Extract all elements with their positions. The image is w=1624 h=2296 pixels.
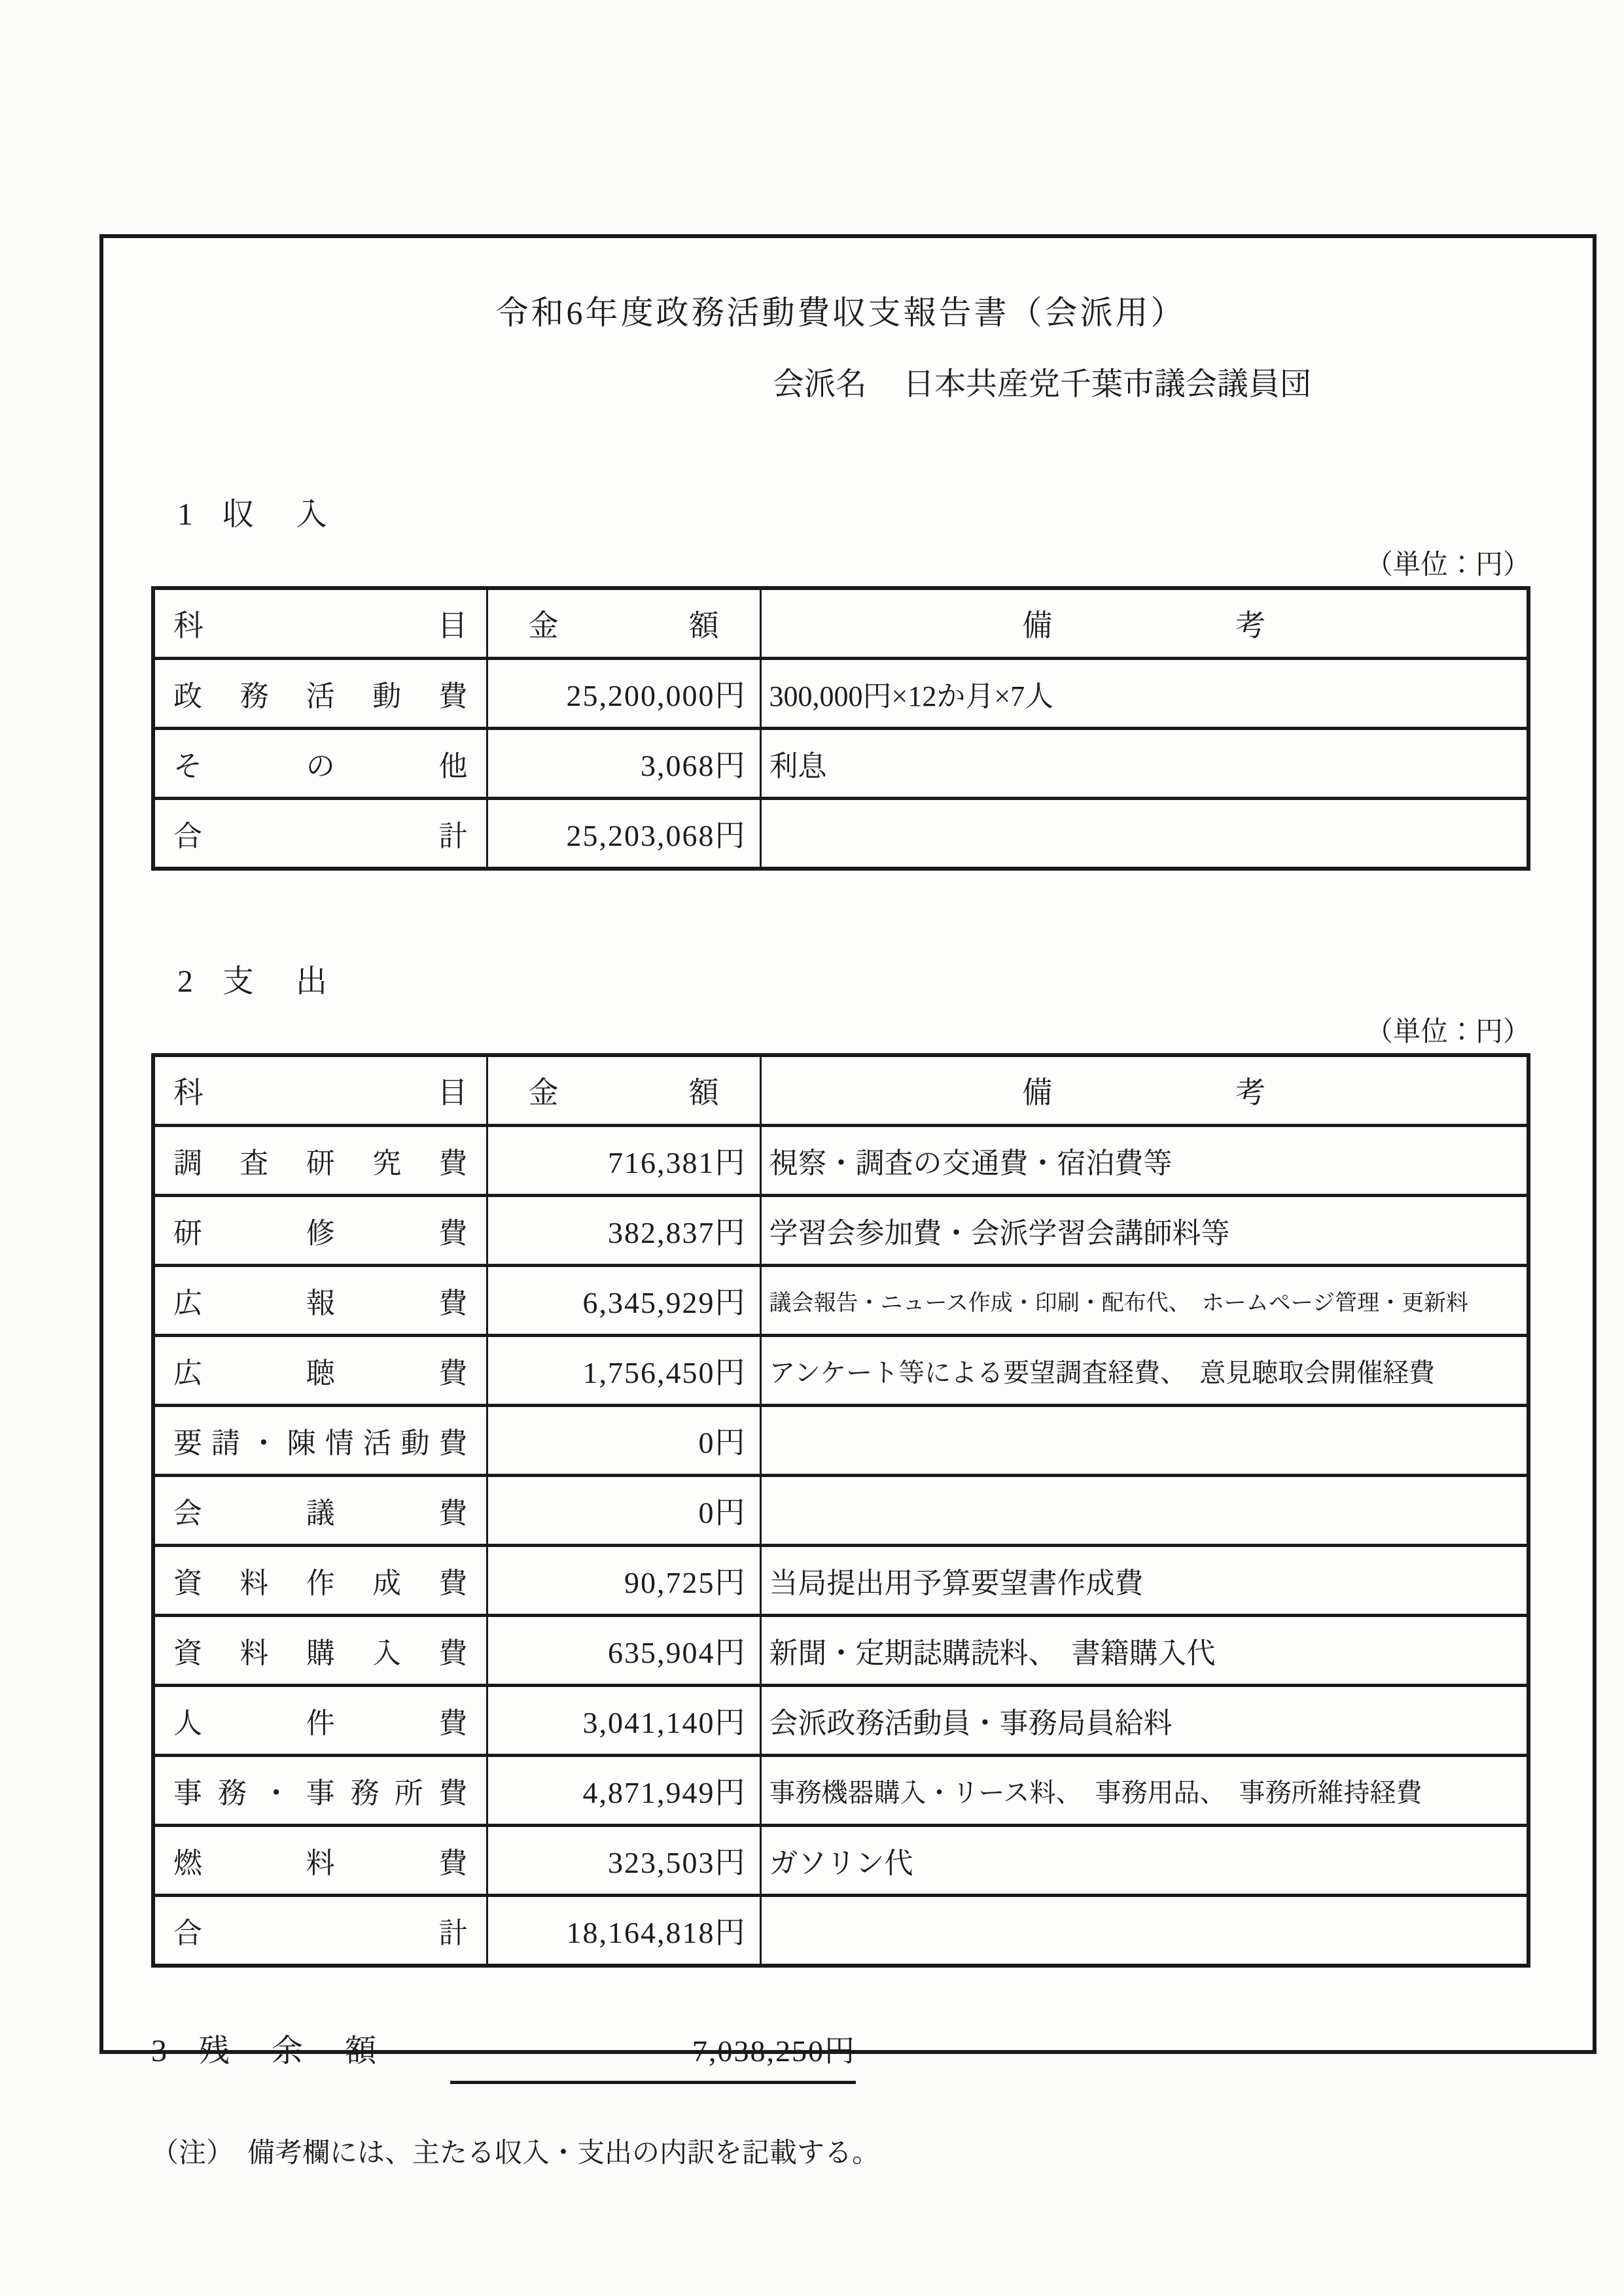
expense-row xyxy=(153,1686,1528,1756)
expense-section-number: 2 xyxy=(177,964,193,999)
income-table xyxy=(151,586,1530,871)
expense-header-amount: 金 額 xyxy=(528,1076,719,1109)
expense-row xyxy=(153,1826,1528,1896)
expense-item: 合 計 xyxy=(173,1917,468,1949)
expense-item: 会 議 費 xyxy=(173,1497,468,1529)
faction-label: 会派名 xyxy=(772,367,867,402)
income-item: 合 計 xyxy=(173,820,468,852)
expense-remarks: 会派政務活動員・事務局員給料 xyxy=(760,1686,1528,1756)
expense-remarks xyxy=(760,1476,1528,1546)
report-sheet xyxy=(99,234,1597,2168)
expense-remarks xyxy=(760,1896,1528,1966)
expense-item: 資 料 作 成 費 xyxy=(173,1567,468,1599)
income-item: そ の 他 xyxy=(173,750,468,782)
income-amount: 25,200,000円 xyxy=(487,659,760,729)
income-section-number: 1 xyxy=(177,497,193,532)
expense-row xyxy=(153,1406,1528,1476)
expense-item: 燃 料 費 xyxy=(173,1847,468,1879)
expense-amount: 382,837円 xyxy=(487,1196,760,1266)
expense-row xyxy=(153,1266,1528,1336)
expense-row xyxy=(153,1126,1528,1196)
expense-row xyxy=(153,1756,1528,1826)
expense-remarks: 議会報告・ニュース作成・印刷・配布代、 ホームページ管理・更新料 xyxy=(760,1266,1528,1336)
footnote: （注） 備考欄には、主たる収入・支出の内訳を記載する。 xyxy=(151,2138,880,2168)
expense-amount: 0円 xyxy=(487,1406,760,1476)
income-remarks: 利息 xyxy=(760,729,1528,799)
expense-header-row xyxy=(153,1055,1528,1126)
expense-row xyxy=(153,1476,1528,1546)
expense-remarks: 学習会参加費・会派学習会講師料等 xyxy=(760,1196,1528,1266)
expense-amount: 716,381円 xyxy=(487,1126,760,1196)
income-amount: 25,203,068円 xyxy=(487,799,760,869)
balance-amount: 7,038,250円 xyxy=(450,2027,856,2084)
expense-remarks: アンケート等による要望調査経費、 意見聴取会開催経費 xyxy=(760,1336,1528,1406)
expense-item: 人 件 費 xyxy=(173,1707,468,1739)
expense-row xyxy=(153,1616,1528,1686)
expense-section-title: 支 出 xyxy=(222,964,333,999)
expense-header-item: 科 目 xyxy=(173,1076,468,1109)
income-row xyxy=(153,729,1528,799)
expense-amount: 90,725円 xyxy=(487,1546,760,1616)
expense-row xyxy=(153,1336,1528,1406)
expense-item: 広 報 費 xyxy=(173,1287,468,1319)
expense-table xyxy=(151,1053,1530,1968)
expense-header-remarks: 備 考 xyxy=(1022,1076,1266,1109)
expense-amount: 635,904円 xyxy=(487,1616,760,1686)
income-remarks: 300,000円×12か月×7人 xyxy=(760,659,1528,729)
expense-item: 資 料 購 入 費 xyxy=(173,1637,468,1669)
income-section-title: 収 入 xyxy=(222,497,333,532)
report-title: 令和6年度政務活動費収支報告書（会派用） xyxy=(495,294,1186,331)
expense-row xyxy=(153,1546,1528,1616)
expense-amount: 4,871,949円 xyxy=(487,1756,760,1826)
faction-line xyxy=(151,358,1530,404)
expense-item: 事 務 ・ 事 務 所 費 xyxy=(173,1777,468,1809)
expense-item: 要 請 ・ 陳 情 活 動 費 xyxy=(173,1427,468,1459)
income-amount: 3,068円 xyxy=(487,729,760,799)
income-header-amount: 金 額 xyxy=(528,609,719,642)
expense-amount: 18,164,818円 xyxy=(487,1896,760,1966)
expense-remarks xyxy=(760,1406,1528,1476)
expense-amount: 6,345,929円 xyxy=(487,1266,760,1336)
expense-item: 調 査 研 究 費 xyxy=(173,1147,468,1179)
expense-amount: 1,756,450円 xyxy=(487,1336,760,1406)
income-header-row xyxy=(153,588,1528,659)
income-unit-note: （単位：円） xyxy=(1365,550,1530,580)
balance-label: 残 余 額 xyxy=(198,2034,382,2068)
expense-remarks: 視察・調査の交通費・宿泊費等 xyxy=(760,1126,1528,1196)
income-item: 政 務 活 動 費 xyxy=(173,680,468,712)
income-header-item: 科 目 xyxy=(173,609,468,642)
income-remarks xyxy=(760,799,1528,869)
expense-amount: 3,041,140円 xyxy=(487,1686,760,1756)
expense-remarks: ガソリン代 xyxy=(760,1826,1528,1896)
expense-item: 広 聴 費 xyxy=(173,1357,468,1389)
income-row xyxy=(153,659,1528,729)
expense-remarks: 新聞・定期誌購読料、 書籍購入代 xyxy=(760,1616,1528,1686)
expense-total-row xyxy=(153,1896,1528,1966)
expense-item: 研 修 費 xyxy=(173,1217,468,1249)
expense-amount: 323,503円 xyxy=(487,1826,760,1896)
expense-remarks: 事務機器購入・リース料、 事務用品、 事務所維持経費 xyxy=(760,1756,1528,1826)
expense-section-heading xyxy=(177,956,1530,1001)
balance-section xyxy=(151,2025,1530,2084)
income-section-heading xyxy=(177,489,1530,534)
faction-name: 日本共産党千葉市議会議員団 xyxy=(902,367,1311,402)
income-total-row xyxy=(153,799,1528,869)
expense-remarks: 当局提出用予算要望書作成費 xyxy=(760,1546,1528,1616)
expense-unit-note: （単位：円） xyxy=(1365,1017,1530,1047)
expense-amount: 0円 xyxy=(487,1476,760,1546)
income-header-remarks: 備 考 xyxy=(1022,609,1266,642)
balance-section-number: 3 xyxy=(151,2034,167,2068)
expense-row xyxy=(153,1196,1528,1266)
